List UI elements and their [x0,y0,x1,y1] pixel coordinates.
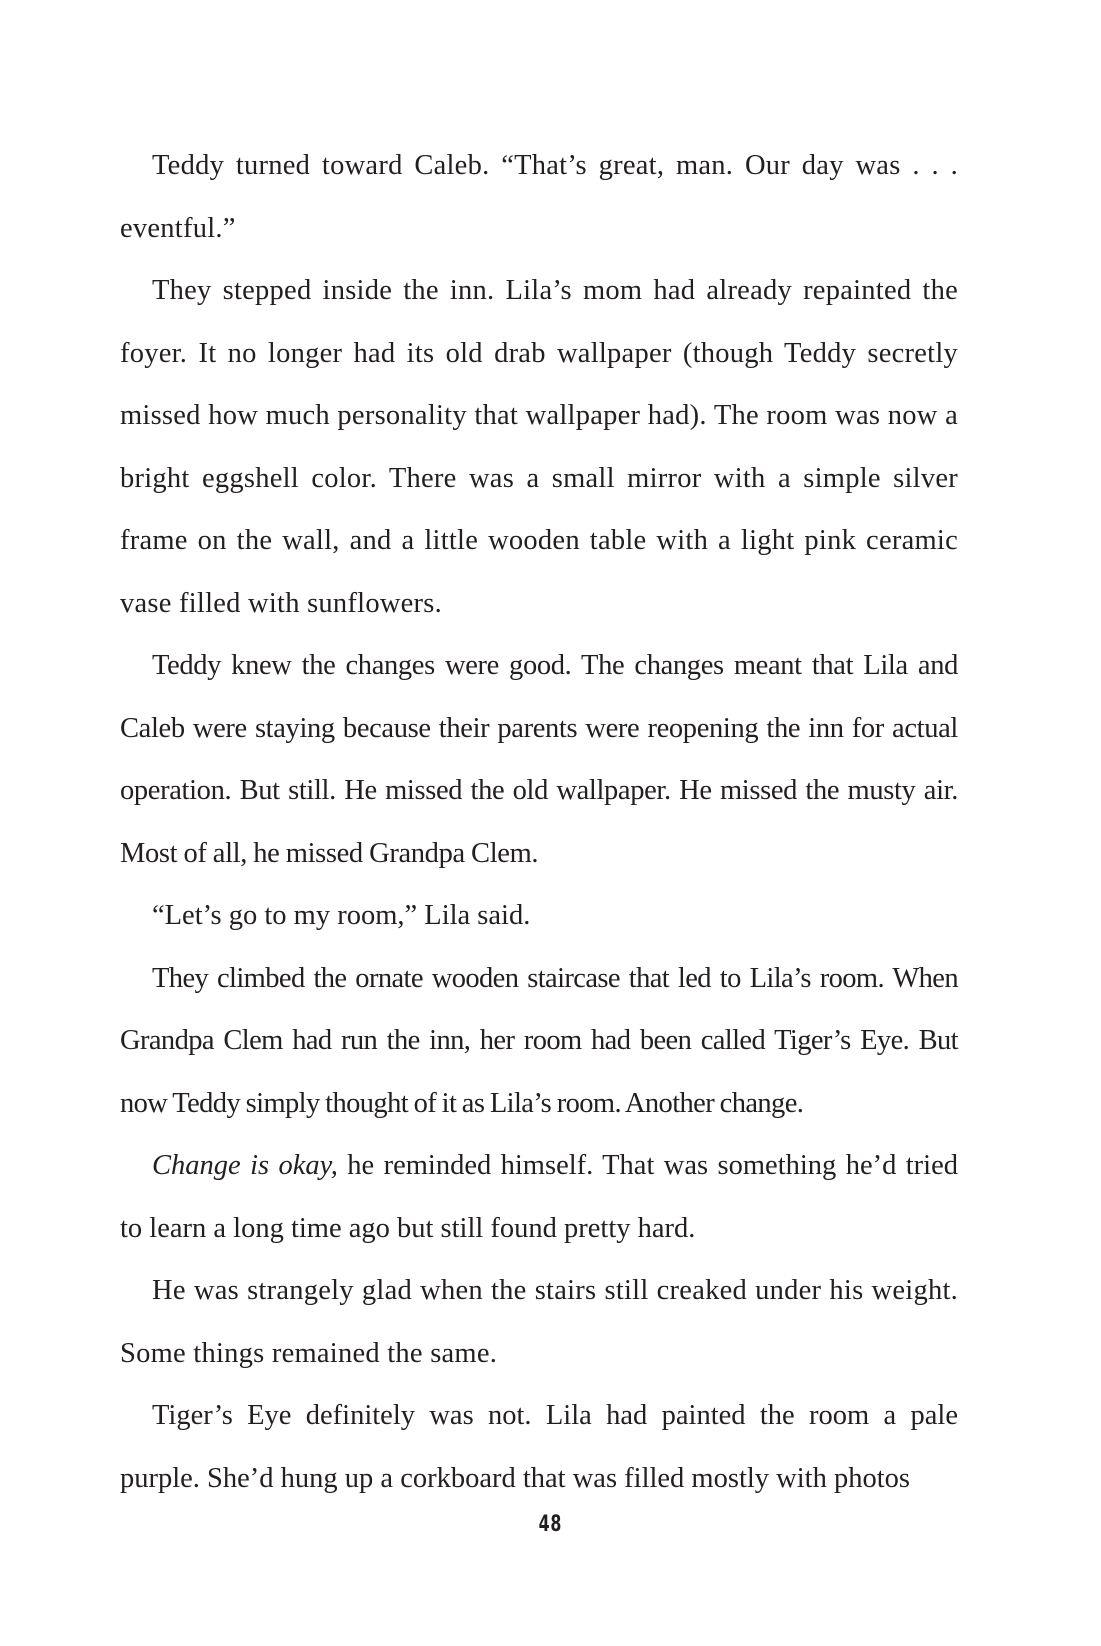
paragraph-7: He was strangely glad when the stairs still creaked under his weight. Some things remained the same. [120,1275,958,1369]
paragraph-1: Teddy turned toward Caleb. “That’s great, man. Our day was . . . eventful.” [120,150,958,244]
italic-thought: Change is okay, [152,1150,338,1181]
paragraph-3: Teddy knew the changes were good. The changes meant that Lila and Caleb were staying because their parents were reopening the inn for actual operation. But still. He missed the old wallpaper. He missed the musty air. Most of all, he missed Grandpa Clem. [120,650,958,869]
paragraph-2: They stepped inside the inn. Lila’s mom had already repainted the foyer. It no longer had its old drab wallpaper (though Teddy secretly missed how much personality that wallpaper had). The room was now a bright eggshell color. There was a small mirror with a simple silver frame on the wall, and a little wooden table with a light pink ceramic vase filled with sunflowers. [120,275,958,619]
paragraph-5: They climbed the ornate wooden staircase that led to Lila’s room. When Grandpa Clem had run the inn, her room had been called Tiger’s Eye. But now Teddy simply thought of it as Lila’s room. Another change. [120,962,958,1119]
paragraph-8: Tiger’s Eye definitely was not. Lila had painted the room a pale purple. She’d hung up a corkboard that was filled mostly with photos [120,1400,958,1494]
paragraph-4: “Let’s go to my room,” Lila said. [152,900,531,931]
body-text [120,135,958,1510]
page-number: 48 [538,1512,563,1537]
paragraph-6-rest: he reminded himself. That was something he’d tried to learn a long time ago but still found pretty hard. [120,1150,958,1244]
paragraph-6 [120,1135,958,1260]
